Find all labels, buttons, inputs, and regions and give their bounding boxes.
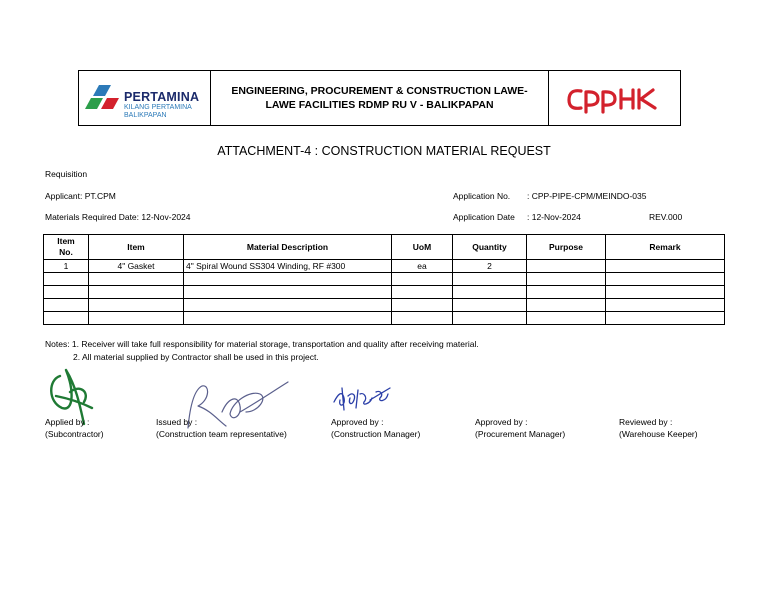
table-row bbox=[44, 299, 725, 312]
document-header bbox=[78, 70, 681, 126]
cell-description bbox=[184, 286, 392, 299]
cell-uom bbox=[392, 312, 453, 325]
pertamina-name: PERTAMINA bbox=[124, 90, 200, 104]
project-title-line1: ENGINEERING, PROCUREMENT & CONSTRUCTION LAWE- bbox=[231, 85, 528, 97]
cell-remark bbox=[606, 286, 725, 299]
signature-applied bbox=[45, 416, 104, 440]
project-title bbox=[211, 71, 549, 125]
cell-description bbox=[184, 273, 392, 286]
col-remark: Remark bbox=[606, 235, 725, 260]
col-item-no-line1: Item bbox=[57, 236, 75, 246]
signature-approved-pm bbox=[475, 416, 565, 440]
application-no-value: : CPP-PIPE-CPM/MEINDO-035 bbox=[527, 191, 647, 201]
col-item-no-line2: No. bbox=[59, 247, 73, 257]
col-description: Material Description bbox=[184, 235, 392, 260]
cell-quantity bbox=[453, 299, 527, 312]
cell-remark bbox=[606, 299, 725, 312]
col-uom: UoM bbox=[392, 235, 453, 260]
cpphk-logo-icon bbox=[565, 83, 665, 115]
table-row bbox=[44, 273, 725, 286]
applied-by-label: Applied by : bbox=[45, 417, 90, 427]
cell-description: 4" Spiral Wound SS304 Winding, RF #300 bbox=[184, 260, 392, 273]
cell-purpose bbox=[527, 260, 606, 273]
cell-purpose bbox=[527, 299, 606, 312]
cell-description bbox=[184, 299, 392, 312]
approved-pm-label: Approved by : bbox=[475, 417, 528, 427]
applicant: Applicant: PT.CPM bbox=[45, 191, 116, 201]
cell-no bbox=[44, 273, 89, 286]
materials-required-date: Materials Required Date: 12-Nov-2024 bbox=[45, 212, 191, 222]
approved-cm-role: (Construction Manager) bbox=[331, 429, 421, 439]
table-row bbox=[44, 286, 725, 299]
cell-no bbox=[44, 299, 89, 312]
cell-quantity bbox=[453, 286, 527, 299]
pertamina-logo-icon bbox=[85, 83, 123, 115]
application-date-value: : 12-Nov-2024 bbox=[527, 212, 581, 222]
cell-item bbox=[89, 312, 184, 325]
application-date-label: Application Date bbox=[453, 212, 515, 222]
issued-by-label: Issued by : bbox=[156, 417, 198, 427]
reviewed-by-label: Reviewed by : bbox=[619, 417, 673, 427]
cell-no bbox=[44, 286, 89, 299]
cell-item: 4" Gasket bbox=[89, 260, 184, 273]
cell-quantity: 2 bbox=[453, 260, 527, 273]
table-row bbox=[44, 260, 725, 273]
signature-approved-cm-icon bbox=[330, 384, 394, 414]
attachment-title: ATTACHMENT-4 : CONSTRUCTION MATERIAL REQUEST bbox=[217, 144, 551, 158]
pertamina-sub2: BALIKPAPAN bbox=[124, 112, 167, 119]
approved-pm-role: (Procurement Manager) bbox=[475, 429, 566, 439]
signature-reviewed bbox=[619, 416, 698, 440]
cell-purpose bbox=[527, 286, 606, 299]
notes-line2: 2. All material supplied by Contractor shall be used in this project. bbox=[73, 352, 319, 362]
applied-by-role: (Subcontractor) bbox=[45, 429, 104, 439]
cell-item bbox=[89, 286, 184, 299]
table-header-row bbox=[44, 235, 725, 260]
issued-by-role: (Construction team representative) bbox=[156, 429, 287, 439]
cell-no: 1 bbox=[44, 260, 89, 273]
project-title-line2: LAWE FACILITIES RDMP RU V - BALIKPAPAN bbox=[265, 99, 494, 111]
cpphk-logo-cell bbox=[549, 71, 682, 125]
notes-line1: Notes: 1. Receiver will take full responsibility for material storage, transportation and quality after receiving material. bbox=[45, 339, 479, 349]
cell-quantity bbox=[453, 312, 527, 325]
cell-quantity bbox=[453, 273, 527, 286]
cell-purpose bbox=[527, 312, 606, 325]
revision: REV.000 bbox=[649, 212, 683, 222]
cell-no bbox=[44, 312, 89, 325]
signature-approved-cm bbox=[331, 416, 420, 440]
application-no-label: Application No. bbox=[453, 191, 511, 201]
pertamina-sub1: KILANG PERTAMINA bbox=[124, 104, 192, 111]
col-purpose: Purpose bbox=[527, 235, 606, 260]
approved-cm-label: Approved by : bbox=[331, 417, 384, 427]
requisition-label: Requisition bbox=[45, 169, 88, 179]
pertamina-subtitle bbox=[124, 104, 192, 120]
col-item-no bbox=[44, 235, 89, 260]
col-item: Item bbox=[89, 235, 184, 260]
cell-uom bbox=[392, 286, 453, 299]
cell-uom: ea bbox=[392, 260, 453, 273]
signature-issued bbox=[156, 416, 287, 440]
cell-remark bbox=[606, 260, 725, 273]
table-row bbox=[44, 312, 725, 325]
cell-item bbox=[89, 299, 184, 312]
material-table bbox=[43, 234, 725, 325]
col-quantity: Quantity bbox=[453, 235, 527, 260]
cell-description bbox=[184, 312, 392, 325]
cell-purpose bbox=[527, 273, 606, 286]
cell-uom bbox=[392, 273, 453, 286]
reviewed-by-role: (Warehouse Keeper) bbox=[619, 429, 698, 439]
cell-uom bbox=[392, 299, 453, 312]
cell-remark bbox=[606, 312, 725, 325]
cell-remark bbox=[606, 273, 725, 286]
cell-item bbox=[89, 273, 184, 286]
pertamina-logo-cell bbox=[79, 71, 211, 125]
